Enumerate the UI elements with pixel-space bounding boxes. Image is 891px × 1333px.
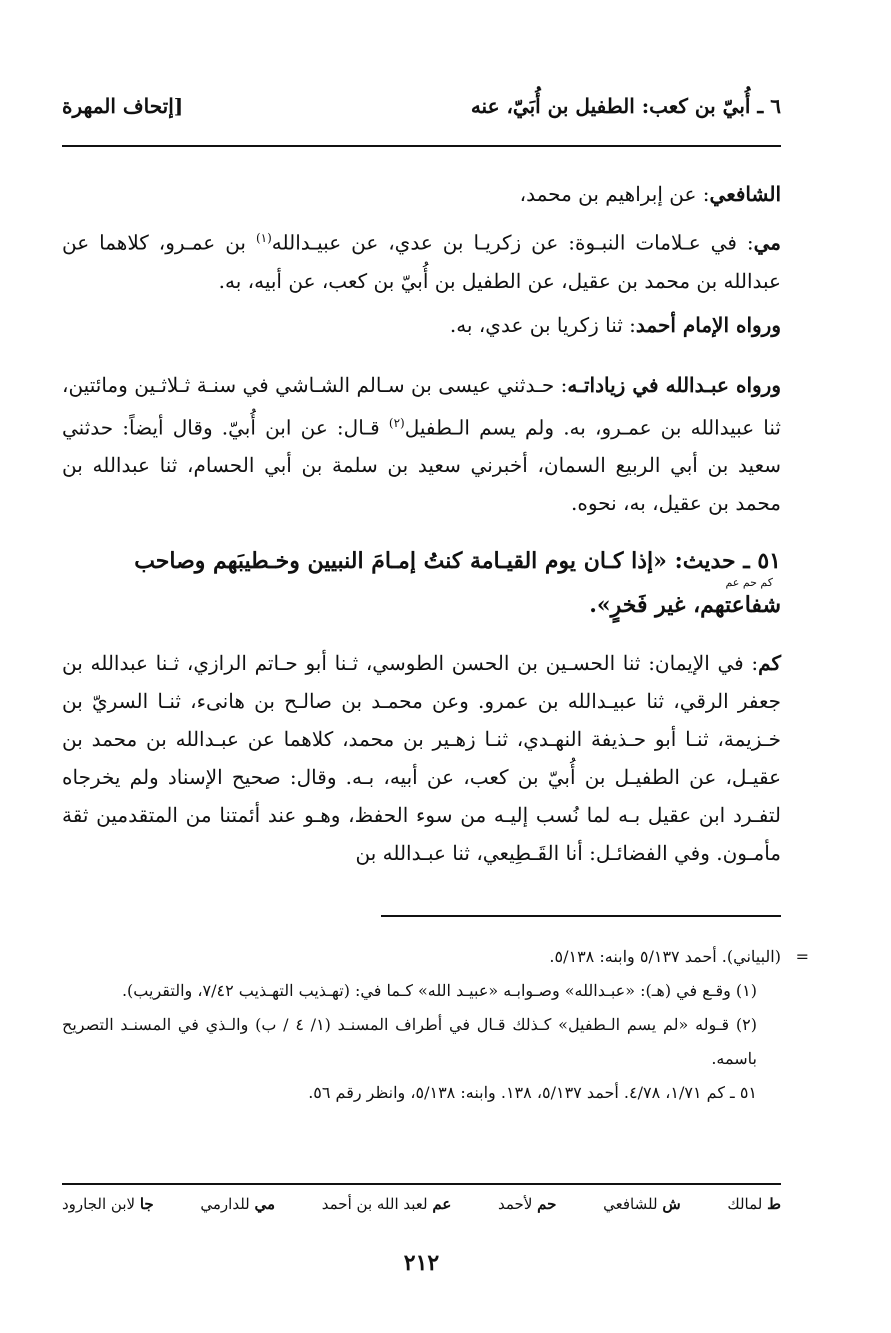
hadith-51 <box>62 544 781 622</box>
footnote-ref-2[interactable]: (٢) <box>388 415 405 430</box>
paragraph-darimi: مي: في عـلامات النبـوة: عن زكريـا بن عدي، عن عبيـدالله$^{(١)}$ بن عمـرو، كلاهما عن عبدالله بن محمد بن عقيل، عن الطفيل بن أُبيّ بن كعب، عن أبيه، به. <box>62 230 781 293</box>
abbrev-item: عم لعبد الله بن أحمد <box>321 1195 452 1213</box>
bottom-rule <box>62 1183 781 1185</box>
abbrev-item: ط لمالك <box>727 1195 781 1213</box>
page-number: ٢١٢ <box>403 1250 440 1276</box>
footnote-2: (٢) قـوله «لم يسم الـطفيل» كـذلك قـال في أطراف المسنـد (١/ ٤ / ب) والـذي في المسنـد التصريح باسمه. <box>62 1015 757 1068</box>
footnote-1: (١) وقـع في (هـ): «عبـدالله» وصـوابـه «عبيـد الله» كـما في: (تهـذيب التهـذيب ٧/٤٢، والتقريب). <box>121 981 757 1000</box>
paragraph-shafii: الشافعي: عن إبراهيم بن محمد، <box>519 182 781 206</box>
paragraph-ahmad: ورواه الإمام أحمد: ثنا زكريا بن عدي، به. <box>449 312 781 337</box>
abbrev-item: جا لابن الجارود <box>62 1195 154 1213</box>
header-book-title: [إتحاف المهرة <box>62 94 184 118</box>
footnote-51: ٥١ ـ كم ١/٧١، ٤/٧٨. أحمد ٥/١٣٧، ١٣٨. وابنه: ٥/١٣٨، وانظر رقم ٥٦. <box>308 1083 757 1102</box>
abbreviations-key <box>62 1195 781 1213</box>
hadith-text-line2: شفاعتهم، غير فَخرٍ». <box>589 592 781 619</box>
hadith-sigla: كم حم عم <box>725 576 773 590</box>
footnotes <box>62 940 809 1110</box>
main-text <box>62 175 781 872</box>
paragraph-abdullah: ورواه عبـدالله في زياداتـه: حـدثني عيسى بن سـالم الشـاشي في سنـة ثـلاثـين ومائتين، ثنا عبيدالله بن عمـرو، به. ولم يسم الـطفيل$^{(٢)}$ قـال: عن ابن أُبيّ. وقال أيضاً: حدثني سعيد بن أبي الربيع السمان، أخبرني سعيد بن سلمة بن أبي الحسام، ثنا عبدالله بن محمد بن عقيل، به، نحوه. <box>62 372 781 516</box>
header-rule <box>62 145 781 147</box>
abbrev-item: حم لأحمد <box>498 1195 557 1213</box>
running-header <box>62 88 781 124</box>
book-page <box>62 0 809 1333</box>
footnote-continuation: = (البياني). أحمد ٥/١٣٧ وابنه: ٥/١٣٨. <box>549 947 809 966</box>
footnote-rule <box>381 915 781 917</box>
footnote-ref-1[interactable]: (١) <box>255 231 272 245</box>
abbrev-item: ش للشافعي <box>603 1195 681 1213</box>
header-chapter-title: ٦ ـ أُبيّ بن كعب: الطفيل بن أُبَيّ، عنه <box>470 94 781 118</box>
abbrev-item: مي للدارمي <box>200 1195 276 1213</box>
paragraph-hakim: كم: في الإيمان: ثنا الحسـين بن الحسن الطوسي، ثـنا أبو حـاتم الرازي، ثـنا عبدالله بن جعفر الرقي، ثنا عبيـدالله بن عمرو. وعن محمـد بن صالـح بن هانىء، ثنـا السريّ بن خـزيمة، ثنـا أبو حـذيفة النهـدي، ثنـا زهـير بن محمد، كلاهما عن عبـدالله بن محمد بن عقيـل، عن الطفيـل بن أُبيّ بن كعب، عن أبيه، بـه. وقال: صحيح الإسناد ولم يخرجاه لتفـرد ابن عقيل بـه لما نُسب إليـه من سوء الحفظ، وهـو عند أئمتنا من المتقدمين ثقة مأمـون. وفي الفضائـل: أنا القَـطِيعي، ثنا عبـدالله بن <box>62 651 781 866</box>
hadith-number: ٥١ ـ حديث: <box>674 548 781 575</box>
hadith-text-line1: «إذا كـان يوم القيـامة كنتُ إمـامَ النبيين وخـطيبَهم وصاحب <box>134 548 667 575</box>
